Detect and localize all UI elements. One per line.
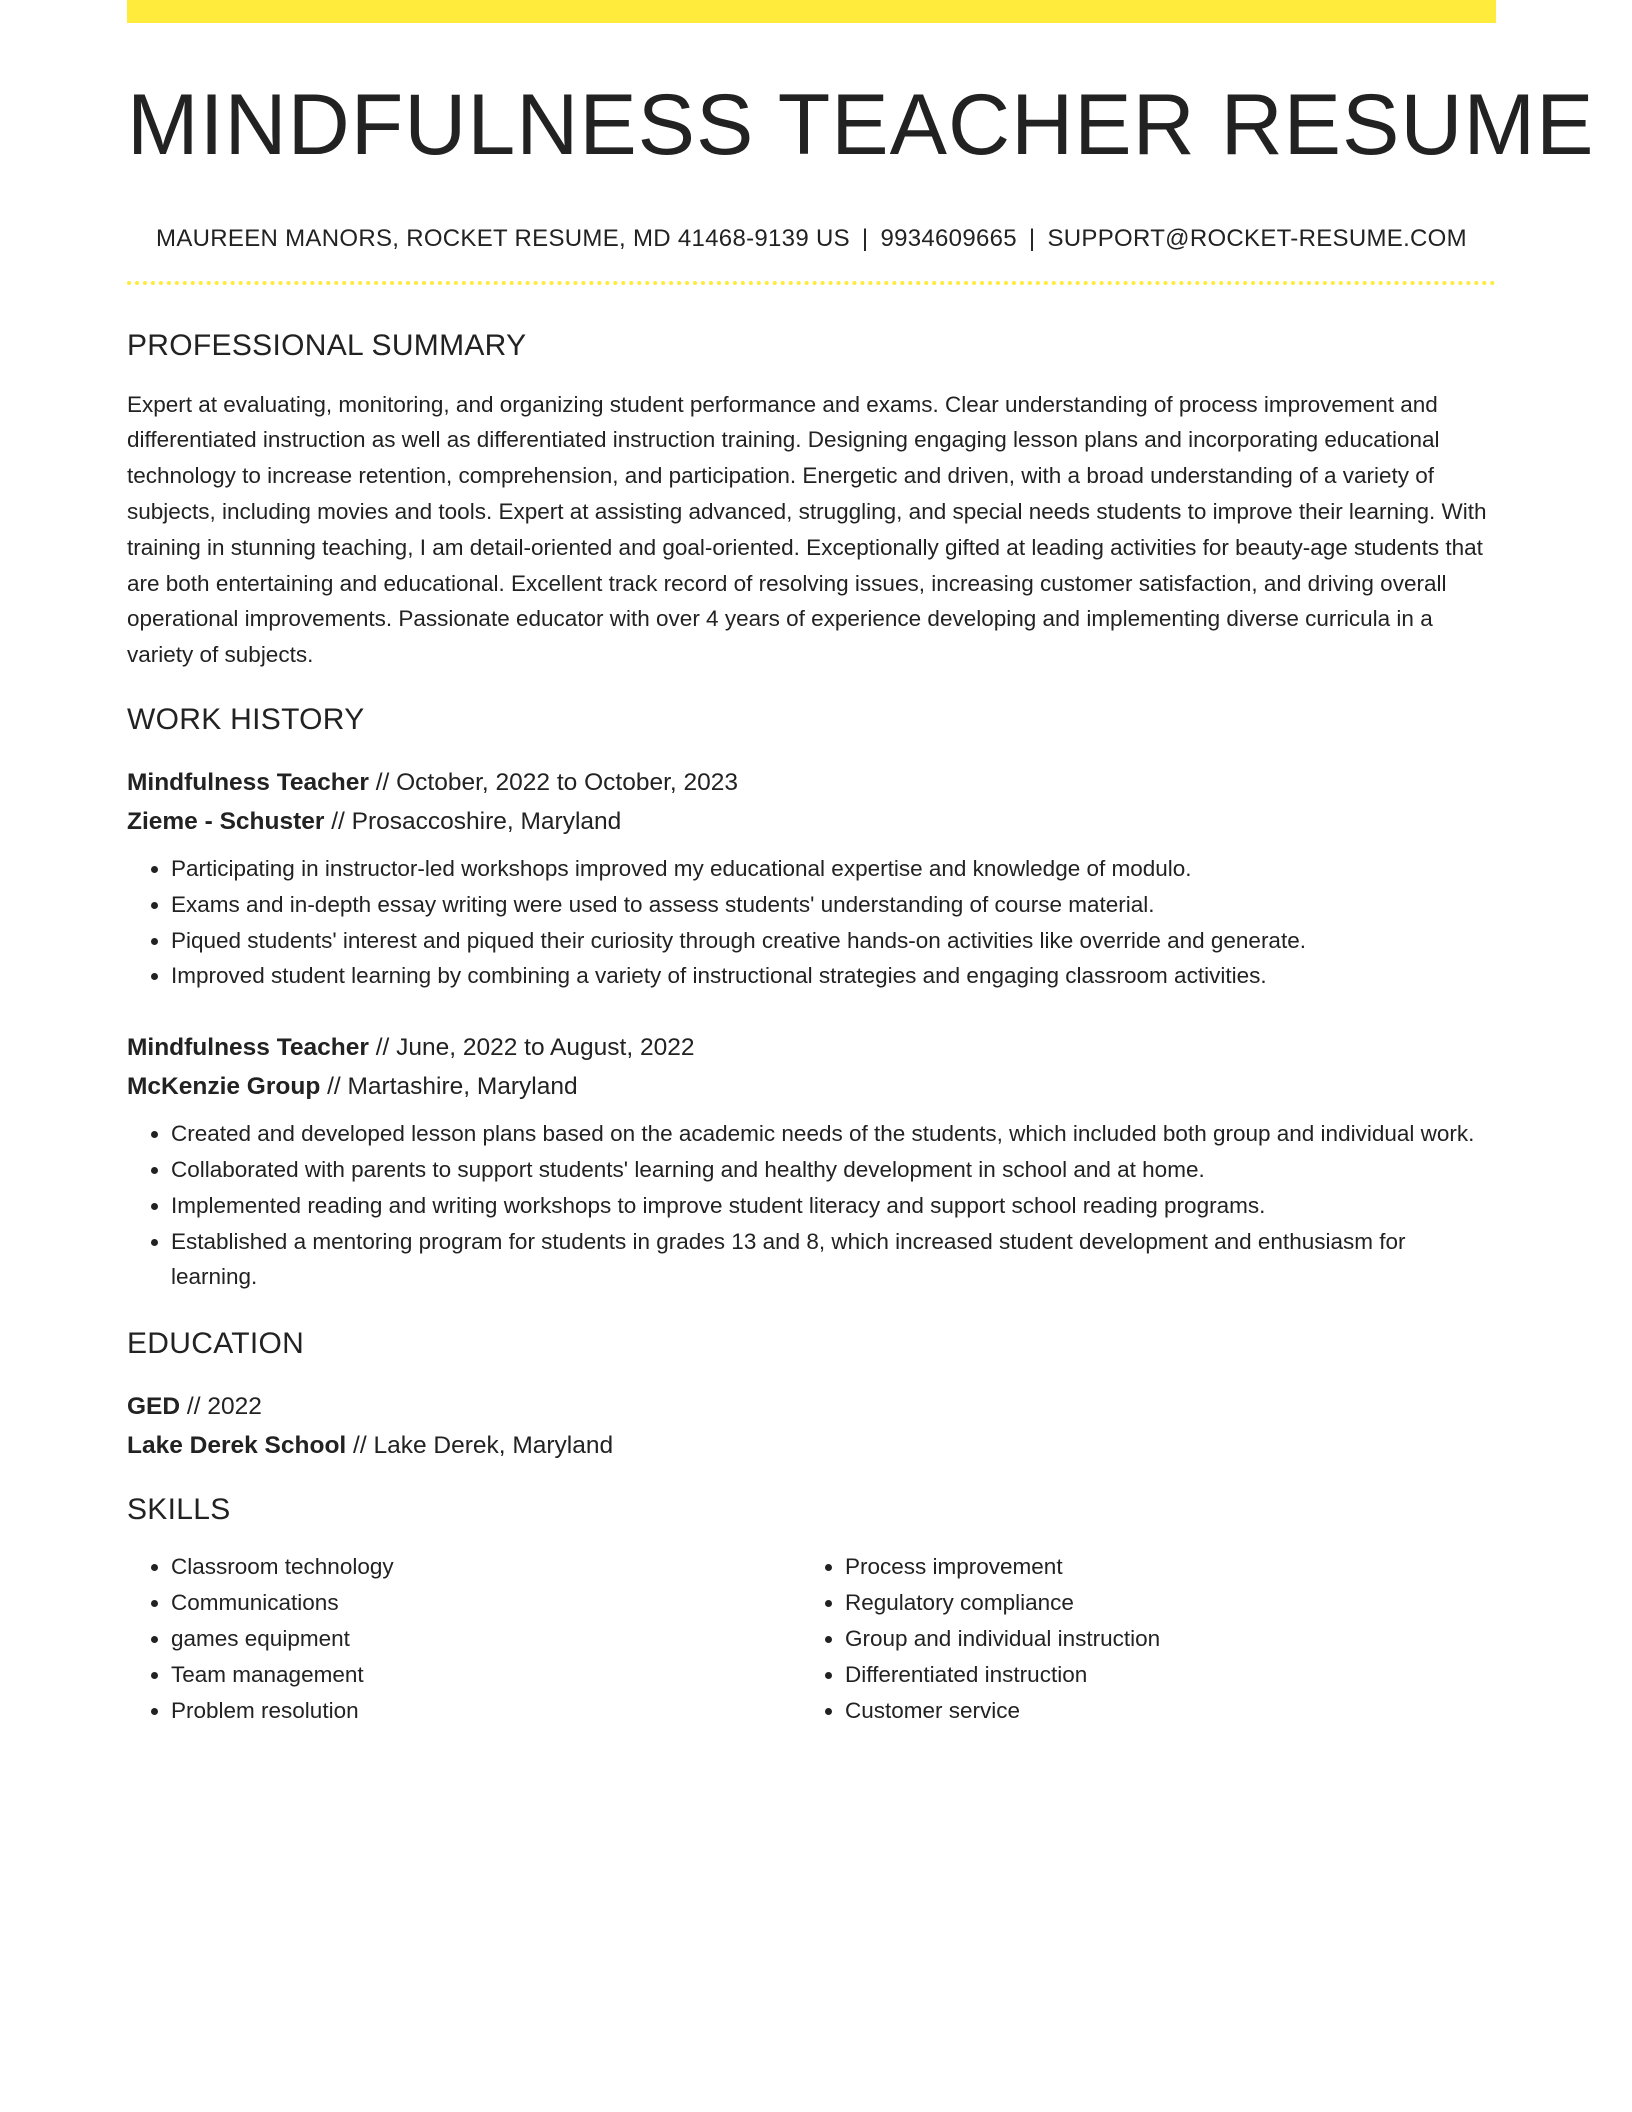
job-bullet: • Created and developed lesson plans based on the academic needs of the students, which included both group and individual work. — [171, 1116, 1496, 1152]
education-location: // Lake Derek, Maryland — [346, 1432, 614, 1460]
education-degree-line — [127, 1387, 1496, 1426]
job-bullet: • Implemented reading and writing workshops to improve student literacy and support school reading programs. — [171, 1188, 1496, 1224]
skills-heading: SKILLS — [127, 1493, 231, 1527]
job-bullet: • Improved student learning by combining a variety of instructional strategies and engaging classroom activities. — [171, 958, 1496, 994]
skill-item: • Process improvement — [845, 1549, 1475, 1585]
contact-phone: 9934609665 — [880, 224, 1017, 252]
skill-item: • Customer service — [845, 1693, 1475, 1729]
job-bullet: • Collaborated with parents to support students' learning and healthy development in school and at home. — [171, 1152, 1496, 1188]
skills-list-left — [127, 1549, 801, 1729]
skills-list-right — [801, 1549, 1475, 1729]
contact-address: MAUREEN MANORS, ROCKET RESUME, MD 41468-9139 US — [156, 224, 850, 252]
job-entry — [127, 763, 1496, 994]
dotted-divider — [127, 281, 1496, 285]
job-title-line — [127, 1028, 1496, 1067]
job-title: Mindfulness Teacher — [127, 768, 369, 796]
contact-line — [127, 225, 1496, 253]
job-bullet: • Participating in instructor-led workshops improved my educational expertise and knowledge of modulo. — [171, 851, 1496, 887]
job-entry — [127, 1028, 1496, 1295]
job-company-line — [127, 802, 1496, 841]
education-school: Lake Derek School — [127, 1432, 347, 1460]
job-company: Zieme - Schuster — [127, 807, 325, 835]
job-title: Mindfulness Teacher — [127, 1034, 369, 1062]
job-bullets — [127, 851, 1496, 994]
summary-text: Expert at evaluating, monitoring, and organizing student performance and exams. Clear understanding of process improvement and differentiated instruction as well as differentiated instruction training. Designing engaging lesson plans and incorporating educational technology to increase retention, comprehension, and participation. Energetic and driven, with a broad understanding of a variety of subjects, including movies and tools. Expert at assisting advanced, struggling, and special needs students to improve their learning. With training in stunning teaching, I am detail-oriented and goal-oriented. Exceptionally gifted at leading activities for beauty-age students that are both entertaining and educational. Excellent track record of resolving issues, increasing customer satisfaction, and driving overall operational improvements. Passionate educator with over 4 years of experience developing and implementing diverse curricula in a variety of subjects. — [127, 391, 1487, 668]
education-degree: GED — [127, 1393, 181, 1421]
skills-columns — [127, 1549, 1496, 1729]
skill-item: • games equipment — [171, 1621, 801, 1657]
skill-item: • Regulatory compliance — [845, 1585, 1475, 1621]
education-year: // 2022 — [180, 1393, 262, 1421]
summary-heading: PROFESSIONAL SUMMARY — [127, 328, 527, 362]
job-location: // Martashire, Maryland — [320, 1073, 578, 1101]
skill-item: • Problem resolution — [171, 1693, 801, 1729]
job-bullet: • Piqued students' interest and piqued their curiosity through creative hands-on activities like override and generate. — [171, 923, 1496, 959]
skill-item: • Group and individual instruction — [845, 1621, 1475, 1657]
job-title-line — [127, 763, 1496, 802]
job-location: // Prosaccoshire, Maryland — [324, 807, 622, 835]
skill-item: • Differentiated instruction — [845, 1657, 1475, 1693]
education-heading: EDUCATION — [127, 1327, 305, 1361]
job-company: McKenzie Group — [127, 1073, 321, 1101]
contact-separator: | — [1028, 224, 1036, 252]
job-bullet: • Exams and in-depth essay writing were used to assess students' understanding of course material. — [171, 887, 1496, 923]
job-bullets — [127, 1116, 1496, 1295]
accent-top-bar — [127, 0, 1496, 23]
job-bullet: • Established a mentoring program for students in grades 13 and 8, which increased student development and enthusiasm for learning. — [171, 1224, 1496, 1296]
skill-item: • Classroom technology — [171, 1549, 801, 1585]
resume-page — [127, 0, 1595, 1729]
education-entry — [127, 1387, 1496, 1465]
job-dates: // October, 2022 to October, 2023 — [368, 768, 738, 796]
contact-separator: | — [861, 224, 869, 252]
page-title: MINDFULNESS TEACHER RESUME — [127, 77, 1595, 173]
job-company-line — [127, 1067, 1496, 1106]
contact-email: SUPPORT@ROCKET-RESUME.COM — [1047, 224, 1467, 252]
skill-item: • Team management — [171, 1657, 801, 1693]
work-history-heading: WORK HISTORY — [127, 702, 365, 736]
education-school-line — [127, 1426, 1496, 1465]
job-dates: // June, 2022 to August, 2022 — [368, 1034, 695, 1062]
skill-item: • Communications — [171, 1585, 801, 1621]
